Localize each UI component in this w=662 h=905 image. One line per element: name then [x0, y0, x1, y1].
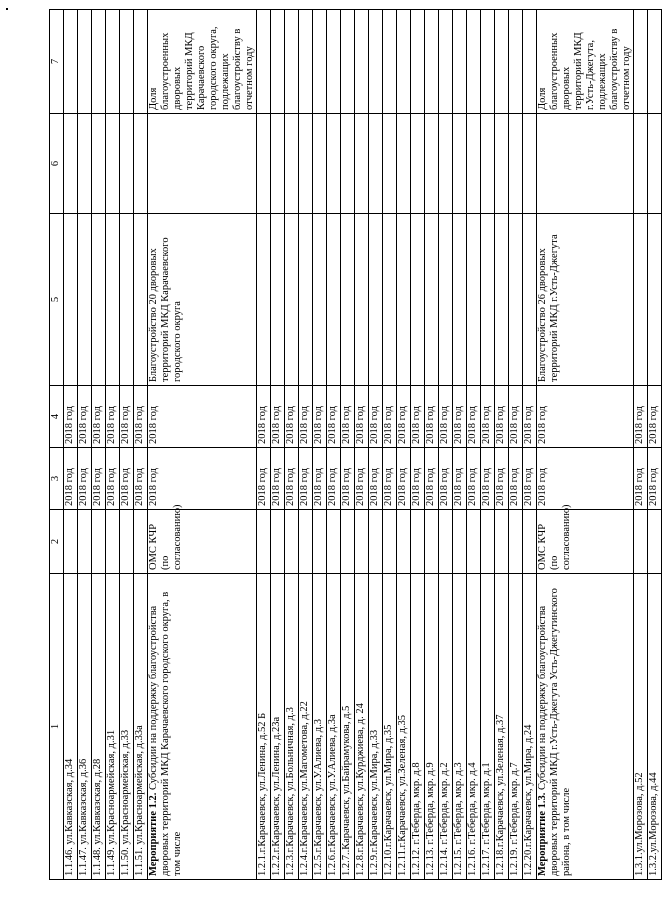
end-year-cell: 2018 год	[106, 386, 120, 448]
result-cell	[285, 214, 299, 386]
executor-cell	[383, 510, 397, 574]
link-cell	[439, 114, 453, 214]
address-cell: 1.2.11.г.Карачаевск, ул.Зеленая, д.35	[397, 574, 411, 880]
executor-cell	[648, 510, 662, 574]
result-cell	[355, 214, 369, 386]
indicator-cell: Доля благоустроенных дворовых территорий МКД г.Усть-Джегута, подлежащих благоустройству в отчетном году	[537, 10, 634, 114]
table-row	[634, 10, 648, 880]
start-year-cell: 2018 год	[537, 448, 634, 510]
start-year-cell: 2018 год	[78, 448, 92, 510]
executor-cell	[92, 510, 106, 574]
table-row	[92, 10, 106, 880]
result-cell	[271, 214, 285, 386]
indicator-cell	[467, 10, 481, 114]
result-cell	[425, 214, 439, 386]
address-cell: 1.2.9.г.Карачаевск, ул.Мира, д.33	[369, 574, 383, 880]
result-cell	[257, 214, 271, 386]
indicator-cell	[78, 10, 92, 114]
end-year-cell: 2018 год	[257, 386, 271, 448]
indicator-cell	[106, 10, 120, 114]
address-cell: 1.1.50. ул.Красноармейская, д.33	[120, 574, 134, 880]
indicator-cell: Доля благоустроенных дворовых территорий МКД Карачаевского городского округа, подлежащих благоустройству в отчетном году	[148, 10, 257, 114]
link-cell	[481, 114, 495, 214]
indicator-cell	[397, 10, 411, 114]
end-year-cell: 2018 год	[341, 386, 355, 448]
end-year-cell: 2018 год	[648, 386, 662, 448]
link-cell	[78, 114, 92, 214]
link-cell	[397, 114, 411, 214]
address-cell: 1.1.49. ул.Красноармейская, д.31	[106, 574, 120, 880]
executor-cell	[120, 510, 134, 574]
result-cell	[92, 214, 106, 386]
address-cell: 1.2.12. г.Теберда, мкр. д.8	[411, 574, 425, 880]
link-cell	[634, 114, 648, 214]
link-cell	[648, 114, 662, 214]
program-table	[49, 9, 662, 880]
executor-cell	[271, 510, 285, 574]
table-row	[299, 10, 313, 880]
end-year-cell: 2018 год	[369, 386, 383, 448]
end-year-cell: 2018 год	[134, 386, 148, 448]
indicator-cell	[285, 10, 299, 114]
indicator-cell	[509, 10, 523, 114]
link-cell	[271, 114, 285, 214]
address-cell: 1.2.2.г.Карачаевск, ул.Ленина, д.23а	[271, 574, 285, 880]
header-cell-3: 3	[50, 448, 64, 510]
link-cell	[148, 114, 257, 214]
end-year-cell: 2018 год	[355, 386, 369, 448]
header-cell-4: 4	[50, 386, 64, 448]
link-cell	[341, 114, 355, 214]
address-cell: 1.2.15. г.Теберда, мкр. д.3	[453, 574, 467, 880]
executor-cell: ОМС КЧР (по согласованию)	[537, 510, 634, 574]
end-year-cell: 2018 год	[397, 386, 411, 448]
indicator-cell	[271, 10, 285, 114]
result-cell	[495, 214, 509, 386]
indicator-cell	[453, 10, 467, 114]
link-cell	[411, 114, 425, 214]
executor-cell	[467, 510, 481, 574]
indicator-cell	[369, 10, 383, 114]
result-cell	[523, 214, 537, 386]
scan-dot	[6, 8, 8, 10]
address-cell: 1.2.17. г.Теберда, мкр. д.1	[481, 574, 495, 880]
end-year-cell: 2018 год	[425, 386, 439, 448]
start-year-cell: 2018 год	[313, 448, 327, 510]
address-cell: 1.2.4.г.Карачаевск, ул.Магометова, д.22	[299, 574, 313, 880]
table-row	[467, 10, 481, 880]
end-year-cell: 2018 год	[439, 386, 453, 448]
end-year-cell: 2018 год	[467, 386, 481, 448]
start-year-cell: 2018 год	[495, 448, 509, 510]
start-year-cell: 2018 год	[341, 448, 355, 510]
start-year-cell: 2018 год	[648, 448, 662, 510]
executor-cell: ОМС КЧР (по согласованию)	[148, 510, 257, 574]
table-row	[64, 10, 78, 880]
indicator-cell	[327, 10, 341, 114]
start-year-cell: 2018 год	[523, 448, 537, 510]
end-year-cell: 2018 год	[509, 386, 523, 448]
end-year-cell: 2018 год	[495, 386, 509, 448]
executor-cell	[78, 510, 92, 574]
end-year-cell: 2018 год	[271, 386, 285, 448]
address-cell: 1.1.48. ул.Кавказская, д.28	[92, 574, 106, 880]
link-cell	[369, 114, 383, 214]
table-row	[271, 10, 285, 880]
link-cell	[299, 114, 313, 214]
header-row	[50, 10, 64, 880]
table-row	[369, 10, 383, 880]
result-cell	[467, 214, 481, 386]
address-cell: 1.2.6.г.Карачаевск, ул.У.Алиева, д.3а	[327, 574, 341, 880]
end-year-cell: 2018 год	[64, 386, 78, 448]
address-cell: 1.3.1.ул.Морозова, д.52	[634, 574, 648, 880]
start-year-cell: 2018 год	[299, 448, 313, 510]
event-text: Субсидии на поддержку благоустройства дворовых территорий МКД г.Усть-Джегута Усть-Джегутинского района, в том числе	[537, 588, 572, 876]
end-year-cell: 2018 год	[78, 386, 92, 448]
indicator-cell	[648, 10, 662, 114]
start-year-cell: 2018 год	[634, 448, 648, 510]
indicator-cell	[299, 10, 313, 114]
indicator-cell	[257, 10, 271, 114]
start-year-cell: 2018 год	[397, 448, 411, 510]
address-cell: 1.2.20.г.Карачаевск, ул.Мира, д.24	[523, 574, 537, 880]
indicator-cell	[411, 10, 425, 114]
link-cell	[355, 114, 369, 214]
table-row	[439, 10, 453, 880]
executor-cell	[285, 510, 299, 574]
link-cell	[285, 114, 299, 214]
result-cell	[411, 214, 425, 386]
start-year-cell: 2018 год	[425, 448, 439, 510]
end-year-cell: 2018 год	[120, 386, 134, 448]
end-year-cell: 2018 год	[481, 386, 495, 448]
result-cell	[481, 214, 495, 386]
end-year-cell: 2018 год	[313, 386, 327, 448]
executor-cell	[634, 510, 648, 574]
link-cell	[327, 114, 341, 214]
link-cell	[425, 114, 439, 214]
link-cell	[509, 114, 523, 214]
table-row	[648, 10, 662, 880]
indicator-cell	[425, 10, 439, 114]
table-row	[425, 10, 439, 880]
header-cell-7: 7	[50, 10, 64, 114]
address-cell: 1.1.47. ул.Кавказская, д.36	[78, 574, 92, 880]
link-cell	[120, 114, 134, 214]
link-cell	[537, 114, 634, 214]
executor-cell	[106, 510, 120, 574]
table-row	[313, 10, 327, 880]
executor-cell	[439, 510, 453, 574]
table-row	[120, 10, 134, 880]
link-cell	[453, 114, 467, 214]
end-year-cell: 2018 год	[634, 386, 648, 448]
executor-cell	[64, 510, 78, 574]
start-year-cell: 2018 год	[327, 448, 341, 510]
result-cell	[634, 214, 648, 386]
indicator-cell	[634, 10, 648, 114]
indicator-cell	[523, 10, 537, 114]
event-text: Субсидии на поддержку благоустройства дворовых территорий МКД Карачаевского городского округа, в том числе	[148, 591, 183, 876]
table-row	[453, 10, 467, 880]
result-cell	[313, 214, 327, 386]
start-year-cell: 2018 год	[411, 448, 425, 510]
start-year-cell: 2018 год	[92, 448, 106, 510]
result-cell	[439, 214, 453, 386]
table-row	[495, 10, 509, 880]
link-cell	[92, 114, 106, 214]
start-year-cell: 2018 год	[64, 448, 78, 510]
event-description-cell	[537, 574, 634, 880]
address-cell: 1.2.10.г.Карачаевск, ул.Мира, д.35	[383, 574, 397, 880]
table-body	[50, 10, 662, 880]
result-cell: Благоустройство 20 дворовых территорий МКД Карачаевского городского округа	[148, 214, 257, 386]
result-cell: Благоустройство 26 дворовых территорий МКД г.Усть-Джегута	[537, 214, 634, 386]
end-year-cell: 2018 год	[148, 386, 257, 448]
result-cell	[509, 214, 523, 386]
header-cell-2: 2	[50, 510, 64, 574]
end-year-cell: 2018 год	[453, 386, 467, 448]
address-cell: 1.2.19. г.Теберда, мкр. д.7	[509, 574, 523, 880]
table-row	[327, 10, 341, 880]
table-row	[355, 10, 369, 880]
result-cell	[341, 214, 355, 386]
link-cell	[257, 114, 271, 214]
address-cell: 1.2.16. г.Теберда, мкр. д.4	[467, 574, 481, 880]
end-year-cell: 2018 год	[327, 386, 341, 448]
indicator-cell	[355, 10, 369, 114]
indicator-cell	[341, 10, 355, 114]
table-row	[411, 10, 425, 880]
link-cell	[467, 114, 481, 214]
executor-cell	[327, 510, 341, 574]
start-year-cell: 2018 год	[271, 448, 285, 510]
address-cell: 1.1.46. ул.Кавказская, д.34	[64, 574, 78, 880]
table-row	[78, 10, 92, 880]
start-year-cell: 2018 год	[383, 448, 397, 510]
result-cell	[397, 214, 411, 386]
executor-cell	[341, 510, 355, 574]
end-year-cell: 2018 год	[537, 386, 634, 448]
table-row	[257, 10, 271, 880]
address-cell: 1.2.14. г.Теберда, мкр. д.2	[439, 574, 453, 880]
link-cell	[523, 114, 537, 214]
executor-cell	[397, 510, 411, 574]
table-row	[397, 10, 411, 880]
executor-cell	[425, 510, 439, 574]
header-cell-1: 1	[50, 574, 64, 880]
address-cell: 1.2.13. г.Теберда, мкр. д.9	[425, 574, 439, 880]
event-title: Мероприятие 1.2.	[148, 792, 159, 876]
header-cell-6: 6	[50, 114, 64, 214]
indicator-cell	[120, 10, 134, 114]
table-row	[106, 10, 120, 880]
indicator-cell	[92, 10, 106, 114]
indicator-cell	[495, 10, 509, 114]
start-year-cell: 2018 год	[257, 448, 271, 510]
start-year-cell: 2018 год	[285, 448, 299, 510]
executor-cell	[313, 510, 327, 574]
address-cell: 1.3.2.ул.Морозова, д.44	[648, 574, 662, 880]
indicator-cell	[134, 10, 148, 114]
table-row	[134, 10, 148, 880]
event-description-cell	[148, 574, 257, 880]
address-cell: 1.2.18.г.Карачаевск, ул.Зеленая, д.37	[495, 574, 509, 880]
result-cell	[299, 214, 313, 386]
result-cell	[120, 214, 134, 386]
table-row	[523, 10, 537, 880]
header-cell-5: 5	[50, 214, 64, 386]
executor-cell	[355, 510, 369, 574]
executor-cell	[369, 510, 383, 574]
indicator-cell	[383, 10, 397, 114]
result-cell	[106, 214, 120, 386]
link-cell	[383, 114, 397, 214]
start-year-cell: 2018 год	[453, 448, 467, 510]
result-cell	[383, 214, 397, 386]
table-row	[509, 10, 523, 880]
address-cell: 1.1.51. ул.Красноармейская, д.33а	[134, 574, 148, 880]
executor-cell	[299, 510, 313, 574]
executor-cell	[523, 510, 537, 574]
address-cell: 1.2.1.г.Карачаевск, ул.Ленина, д.52 Б	[257, 574, 271, 880]
link-cell	[134, 114, 148, 214]
end-year-cell: 2018 год	[411, 386, 425, 448]
result-cell	[453, 214, 467, 386]
start-year-cell: 2018 год	[134, 448, 148, 510]
start-year-cell: 2018 год	[481, 448, 495, 510]
executor-cell	[134, 510, 148, 574]
executor-cell	[481, 510, 495, 574]
executor-cell	[509, 510, 523, 574]
address-cell: 1.2.7..Карачаевск, ул.Байрамукова, д.5	[341, 574, 355, 880]
result-cell	[327, 214, 341, 386]
executor-cell	[257, 510, 271, 574]
start-year-cell: 2018 год	[509, 448, 523, 510]
address-cell: 1.2.3.г.Карачаевск, ул.Больничная, д.3	[285, 574, 299, 880]
end-year-cell: 2018 год	[523, 386, 537, 448]
start-year-cell: 2018 год	[369, 448, 383, 510]
start-year-cell: 2018 год	[467, 448, 481, 510]
start-year-cell: 2018 год	[148, 448, 257, 510]
start-year-cell: 2018 год	[120, 448, 134, 510]
event-title: Мероприятие 1.3.	[537, 792, 548, 876]
start-year-cell: 2018 год	[106, 448, 120, 510]
link-cell	[64, 114, 78, 214]
executor-cell	[411, 510, 425, 574]
link-cell	[495, 114, 509, 214]
executor-cell	[495, 510, 509, 574]
end-year-cell: 2018 год	[92, 386, 106, 448]
executor-cell	[453, 510, 467, 574]
event-row	[148, 10, 257, 880]
result-cell	[369, 214, 383, 386]
start-year-cell: 2018 год	[355, 448, 369, 510]
indicator-cell	[481, 10, 495, 114]
rotated-page	[49, 10, 659, 880]
result-cell	[78, 214, 92, 386]
link-cell	[313, 114, 327, 214]
result-cell	[64, 214, 78, 386]
event-row	[537, 10, 634, 880]
indicator-cell	[313, 10, 327, 114]
result-cell	[648, 214, 662, 386]
indicator-cell	[64, 10, 78, 114]
address-cell: 1.2.5.г.Карачаевск, ул.У.Алиева, д.3	[313, 574, 327, 880]
table-row	[383, 10, 397, 880]
start-year-cell: 2018 год	[439, 448, 453, 510]
table-row	[481, 10, 495, 880]
result-cell	[134, 214, 148, 386]
table-row	[285, 10, 299, 880]
table-row	[341, 10, 355, 880]
end-year-cell: 2018 год	[383, 386, 397, 448]
address-cell: 1.2.8.г.Карачаевск, ул.Курджиева, д. 24	[355, 574, 369, 880]
end-year-cell: 2018 год	[285, 386, 299, 448]
link-cell	[106, 114, 120, 214]
indicator-cell	[439, 10, 453, 114]
end-year-cell: 2018 год	[299, 386, 313, 448]
